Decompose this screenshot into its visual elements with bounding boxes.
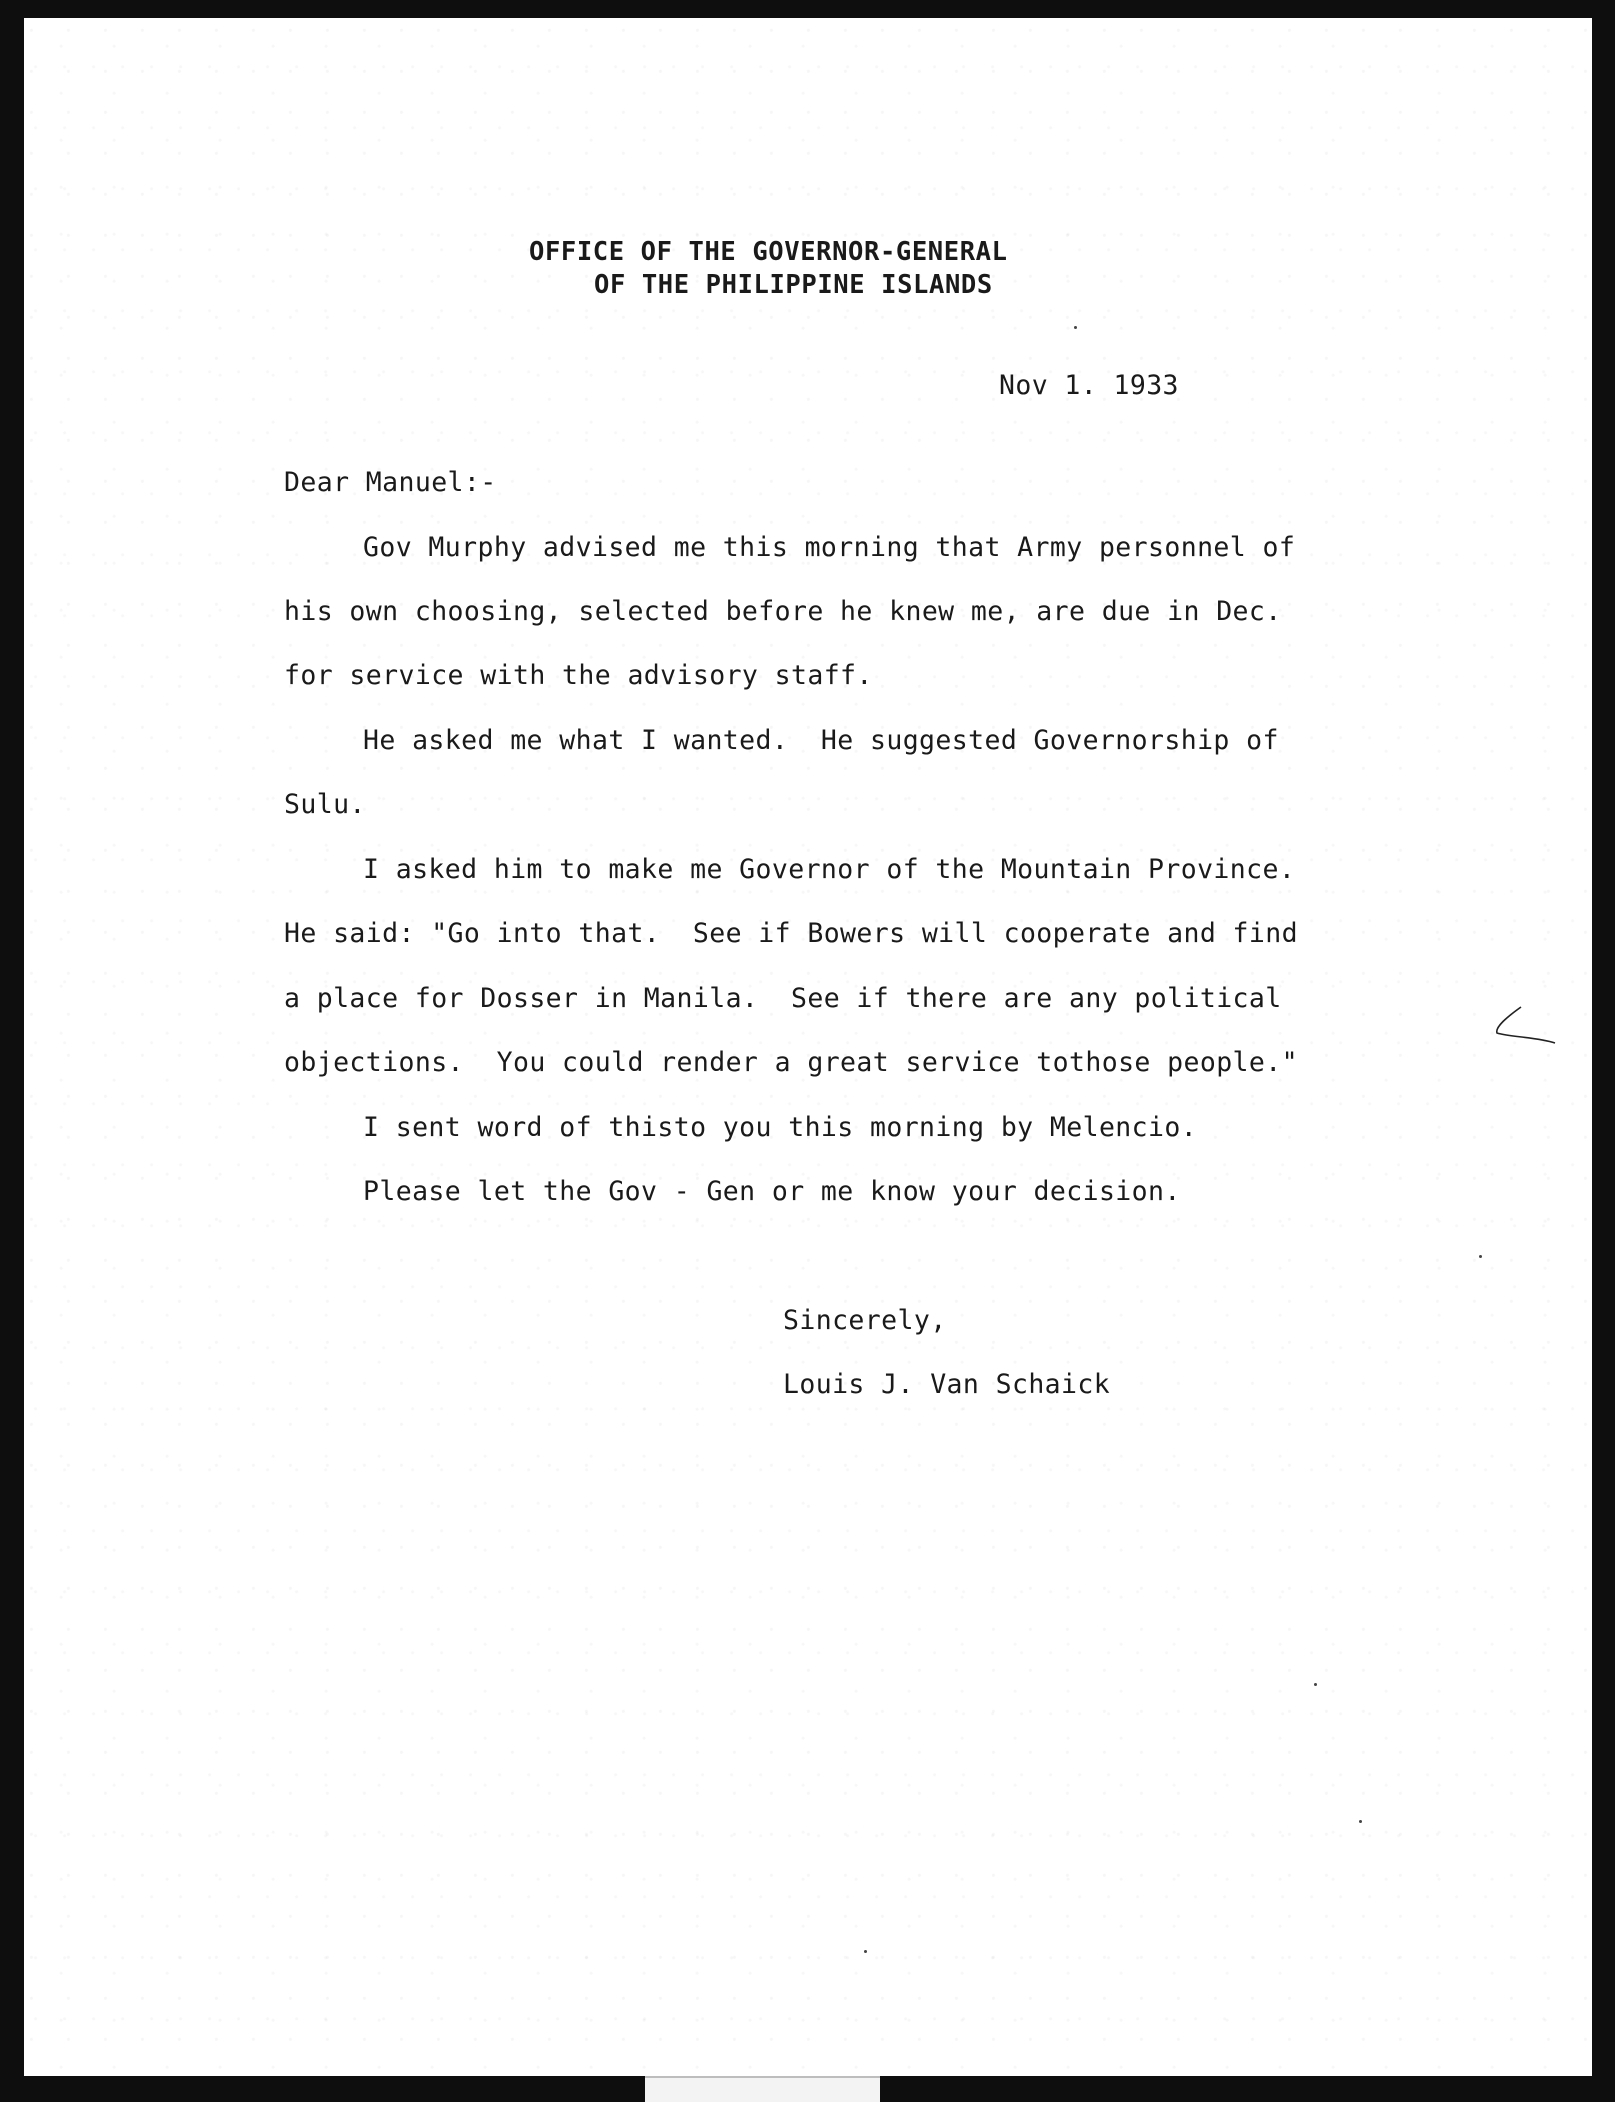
body-line: objections. You could render a great service tothose people." xyxy=(284,1047,1298,1078)
body-line: I sent word of thisto you this morning by Melencio. xyxy=(363,1112,1198,1143)
letterhead-line-2: OF THE PHILIPPINE ISLANDS xyxy=(594,270,993,300)
paper-speck xyxy=(864,1950,867,1953)
body-line: He asked me what I wanted. He suggested Governorship of xyxy=(363,725,1279,756)
paper-speck xyxy=(1479,1255,1482,1258)
paper-speck xyxy=(1359,1820,1362,1823)
body-line: Gov Murphy advised me this morning that Army personnel of xyxy=(363,532,1296,563)
body-line: a place for Dosser in Manila. See if there are any political xyxy=(284,983,1282,1014)
body-line: Please let the Gov - Gen or me know your decision. xyxy=(363,1176,1181,1207)
body-line: Sulu. xyxy=(284,789,366,820)
paper-speck xyxy=(1074,326,1077,329)
letter-date: Nov 1. 1933 xyxy=(999,370,1179,401)
scanned-page-tab xyxy=(645,2076,880,2102)
body-line: his own choosing, selected before he knew me, are due in Dec. xyxy=(284,596,1282,627)
body-line: for service with the advisory staff. xyxy=(284,660,873,691)
signature: Louis J. Van Schaick xyxy=(783,1369,1111,1400)
pencil-margin-mark xyxy=(1489,1003,1559,1053)
paper-speck xyxy=(1314,1683,1317,1686)
body-line: I asked him to make me Governor of the Mountain Province. xyxy=(363,854,1296,885)
salutation: Dear Manuel:- xyxy=(284,467,497,498)
closing: Sincerely, xyxy=(783,1305,947,1336)
letter-page xyxy=(24,18,1592,2076)
letterhead-line-1: OFFICE OF THE GOVERNOR-GENERAL xyxy=(529,237,1008,267)
body-line: He said: "Go into that. See if Bowers will cooperate and find xyxy=(284,918,1298,949)
